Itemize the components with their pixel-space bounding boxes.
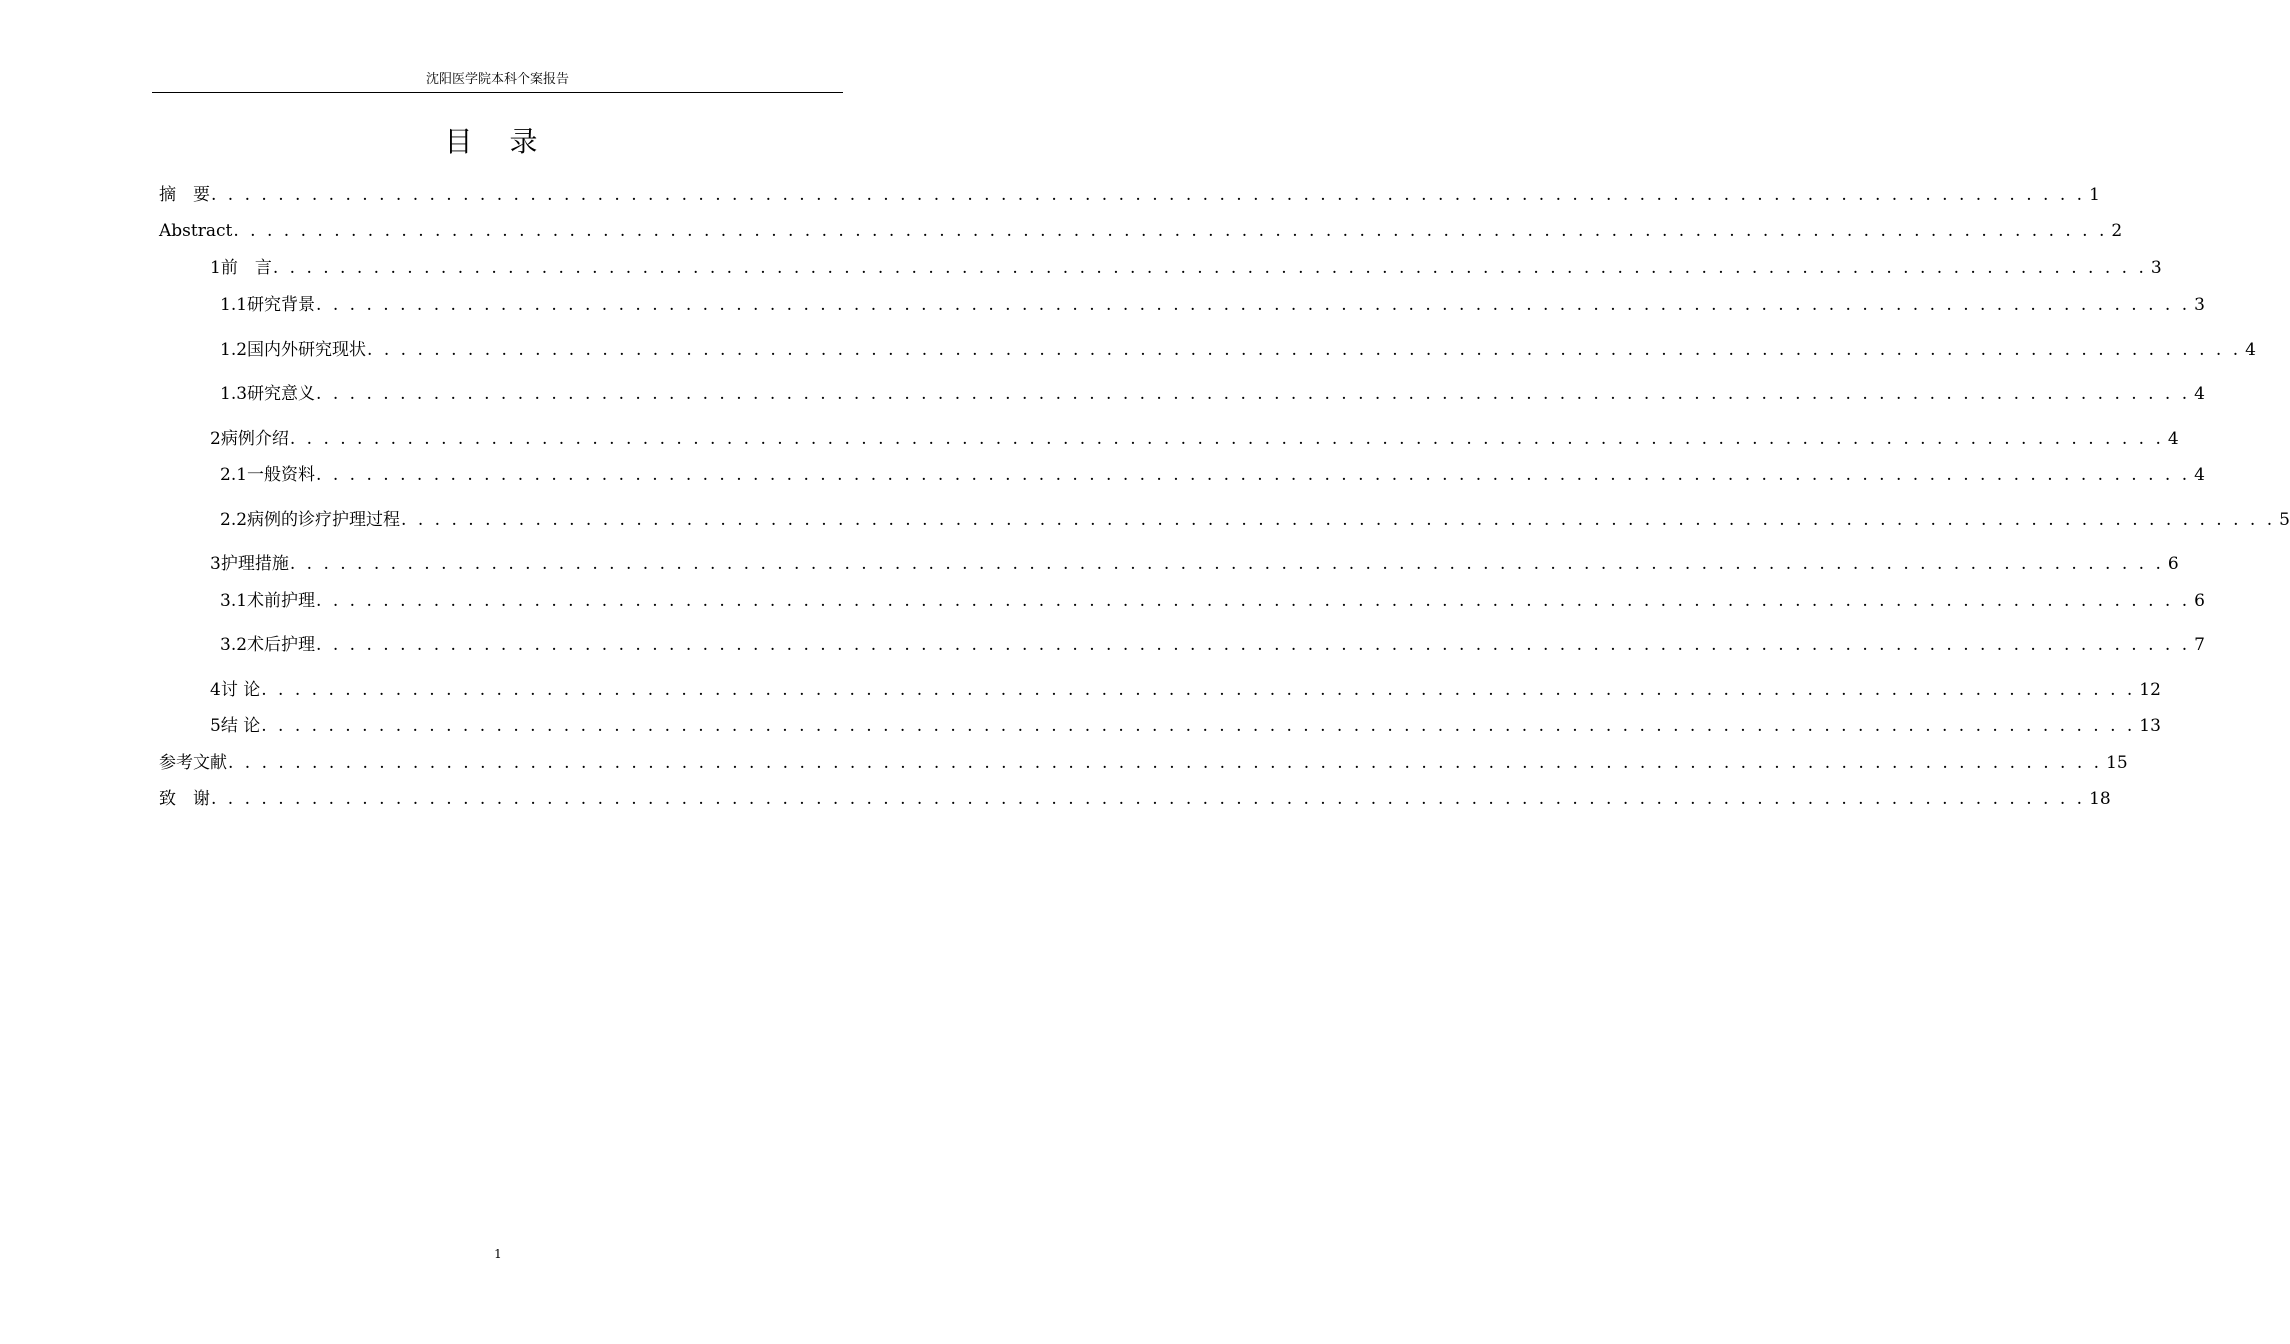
toc-entry-number: 2.1 [220,465,248,485]
toc-entry-chapter-5[interactable] [210,714,2161,738]
toc-entry-number: 4 [210,680,221,700]
toc-entry-section-1-2[interactable] [220,338,2256,362]
toc-entry-number: 2.2 [220,510,248,530]
toc-entry-references[interactable] [159,751,2128,775]
toc-page-number: 7 [2194,635,2205,655]
toc-leader: . . . . . . . . . . . . . . . . . . . . . . . . . . . . . . . . . . . . . . . . . . . . . . . . . . . . . . . . . . . . . . . . . . . . . . . . . . . . . . . . . . . . . . . . . . . . . . . . . . . . . . . . . . . . . . . . [316,591,2191,611]
toc-page-number: 3 [2150,258,2162,278]
toc-page-number: 4 [2167,429,2179,449]
toc-entry-chapter-3[interactable] [210,552,2179,576]
toc-page-number: 2 [2111,221,2123,241]
toc-entry-section-3-1[interactable] [220,589,2205,613]
toc-leader: . . . . . . . . . . . . . . . . . . . . . . . . . . . . . . . . . . . . . . . . . . . . . . . . . . . . . . . . . . . . . . . . . . . . . . . . . . . . . . . . . . . . . . . . . . . . . . . . . . . . . . . . . . . . . . . . [228,753,2103,773]
page-header [152,70,843,93]
toc-entry-label: 一般资料 [247,465,316,485]
toc-entry-label: 结 论 [220,716,261,736]
toc-entry-number: 3.1 [220,591,248,611]
toc-entry-label: 研究背景 [247,295,316,315]
toc-entry-section-1-3[interactable] [220,382,2205,406]
toc-page-number: 4 [2245,340,2256,360]
toc-entry-abstract-cn[interactable] [159,183,2100,207]
toc-entry-chapter-1[interactable] [210,256,2162,280]
toc-leader: . . . . . . . . . . . . . . . . . . . . . . . . . . . . . . . . . . . . . . . . . . . . . . . . . . . . . . . . . . . . . . . . . . . . . . . . . . . . . . . . . . . . . . . . . . . . . . . . . . . . . . . . . . . . . . . . [289,554,2164,574]
toc-entry-label: 讨 论 [220,680,261,700]
toc-title: 目 录 [444,125,552,158]
toc-entry-number: 2 [210,429,221,449]
toc-leader: . . . . . . . . . . . . . . . . . . . . . . . . . . . . . . . . . . . . . . . . . . . . . . . . . . . . . . . . . . . . . . . . . . . . . . . . . . . . . . . . . . . . . . . . . . . . . . . . . . . . . . . . . . . . . . . . [401,510,2276,530]
toc-entry-abstract-en[interactable] [159,219,2123,243]
page-number-footer: 1 [494,1247,502,1261]
toc-entry-label: 摘 要 [159,185,210,205]
toc-page-number: 12 [2139,680,2161,700]
toc-page-number: 5 [2279,510,2290,530]
toc-entry-section-2-1[interactable] [220,463,2205,487]
toc-entry-number: 1 [210,258,221,278]
toc-entry-chapter-4[interactable] [210,678,2161,702]
toc-leader: . . . . . . . . . . . . . . . . . . . . . . . . . . . . . . . . . . . . . . . . . . . . . . . . . . . . . . . . . . . . . . . . . . . . . . . . . . . . . . . . . . . . . . . . . . . . . . . . . . . . . . . . . . . . . . . . [316,635,2191,655]
toc-page-number: 15 [2106,753,2128,773]
toc-leader: . . . . . . . . . . . . . . . . . . . . . . . . . . . . . . . . . . . . . . . . . . . . . . . . . . . . . . . . . . . . . . . . . . . . . . . . . . . . . . . . . . . . . . . . . . . . . . . . . . . . . . . . . . . . . . . . [211,789,2086,809]
toc-entry-label: Abstract [159,221,233,241]
toc-page-number: 4 [2194,384,2205,404]
toc-entry-chapter-2[interactable] [210,427,2179,451]
toc-entry-label: 术前护理 [247,591,316,611]
toc-entry-number: 5 [210,716,221,736]
toc-leader: . . . . . . . . . . . . . . . . . . . . . . . . . . . . . . . . . . . . . . . . . . . . . . . . . . . . . . . . . . . . . . . . . . . . . . . . . . . . . . . . . . . . . . . . . . . . . . . . . . . . . . . . . . . . . . . . [211,185,2086,205]
toc-page-number: 13 [2139,716,2161,736]
toc-leader: . . . . . . . . . . . . . . . . . . . . . . . . . . . . . . . . . . . . . . . . . . . . . . . . . . . . . . . . . . . . . . . . . . . . . . . . . . . . . . . . . . . . . . . . . . . . . . . . . . . . . . . . . . . . . . . . [261,716,2136,736]
toc-page-number: 6 [2194,591,2205,611]
toc-leader: . . . . . . . . . . . . . . . . . . . . . . . . . . . . . . . . . . . . . . . . . . . . . . . . . . . . . . . . . . . . . . . . . . . . . . . . . . . . . . . . . . . . . . . . . . . . . . . . . . . . . . . . . . . . . . . . [233,221,2108,241]
toc-entry-label: 国内外研究现状 [247,340,367,360]
toc-page-number: 18 [2089,789,2111,809]
toc-leader: . . . . . . . . . . . . . . . . . . . . . . . . . . . . . . . . . . . . . . . . . . . . . . . . . . . . . . . . . . . . . . . . . . . . . . . . . . . . . . . . . . . . . . . . . . . . . . . . . . . . . . . . . . . . . . . . [316,384,2191,404]
toc-leader: . . . . . . . . . . . . . . . . . . . . . . . . . . . . . . . . . . . . . . . . . . . . . . . . . . . . . . . . . . . . . . . . . . . . . . . . . . . . . . . . . . . . . . . . . . . . . . . . . . . . . . . . . . . . . . . . [261,680,2136,700]
toc-entry-section-2-2[interactable] [220,508,2290,532]
toc-leader: . . . . . . . . . . . . . . . . . . . . . . . . . . . . . . . . . . . . . . . . . . . . . . . . . . . . . . . . . . . . . . . . . . . . . . . . . . . . . . . . . . . . . . . . . . . . . . . . . . . . . . . . . . . . . . . . [316,295,2191,315]
toc-entry-label: 病例的诊疗护理过程 [247,510,401,530]
toc-page-number: 4 [2194,465,2205,485]
toc-entry-label: 前 言 [220,258,272,278]
toc-entry-number: 1.2 [220,340,248,360]
toc-entry-number: 3.2 [220,635,248,655]
toc-entry-acknowledgements[interactable] [159,787,2111,811]
toc-entry-label: 参考文献 [159,753,227,773]
toc-leader: . . . . . . . . . . . . . . . . . . . . . . . . . . . . . . . . . . . . . . . . . . . . . . . . . . . . . . . . . . . . . . . . . . . . . . . . . . . . . . . . . . . . . . . . . . . . . . . . . . . . . . . . . . . . . . . . [289,429,2164,449]
toc-entry-label: 护理措施 [220,554,289,574]
toc-entry-number: 3 [210,554,221,574]
toc-entry-label: 病例介绍 [220,429,289,449]
toc-leader: . . . . . . . . . . . . . . . . . . . . . . . . . . . . . . . . . . . . . . . . . . . . . . . . . . . . . . . . . . . . . . . . . . . . . . . . . . . . . . . . . . . . . . . . . . . . . . . . . . . . . . . . . . . . . . . . [367,340,2242,360]
toc-leader: . . . . . . . . . . . . . . . . . . . . . . . . . . . . . . . . . . . . . . . . . . . . . . . . . . . . . . . . . . . . . . . . . . . . . . . . . . . . . . . . . . . . . . . . . . . . . . . . . . . . . . . . . . . . . . . . [272,258,2147,278]
toc-entry-label: 研究意义 [247,384,316,404]
toc-page-number: 6 [2167,554,2179,574]
toc-entry-number: 1.1 [220,295,248,315]
toc-entry-section-3-2[interactable] [220,633,2205,657]
toc-entry-label: 致 谢 [159,789,210,809]
toc-entry-section-1-1[interactable] [220,293,2205,317]
header-text: 沈阳医学院本科个案报告 [425,72,569,87]
toc-entry-label: 术后护理 [247,635,316,655]
toc-page-number: 1 [2089,185,2100,205]
toc-entry-number: 1.3 [220,384,248,404]
toc-page-number: 3 [2194,295,2205,315]
toc-leader: . . . . . . . . . . . . . . . . . . . . . . . . . . . . . . . . . . . . . . . . . . . . . . . . . . . . . . . . . . . . . . . . . . . . . . . . . . . . . . . . . . . . . . . . . . . . . . . . . . . . . . . . . . . . . . . . [316,465,2191,485]
